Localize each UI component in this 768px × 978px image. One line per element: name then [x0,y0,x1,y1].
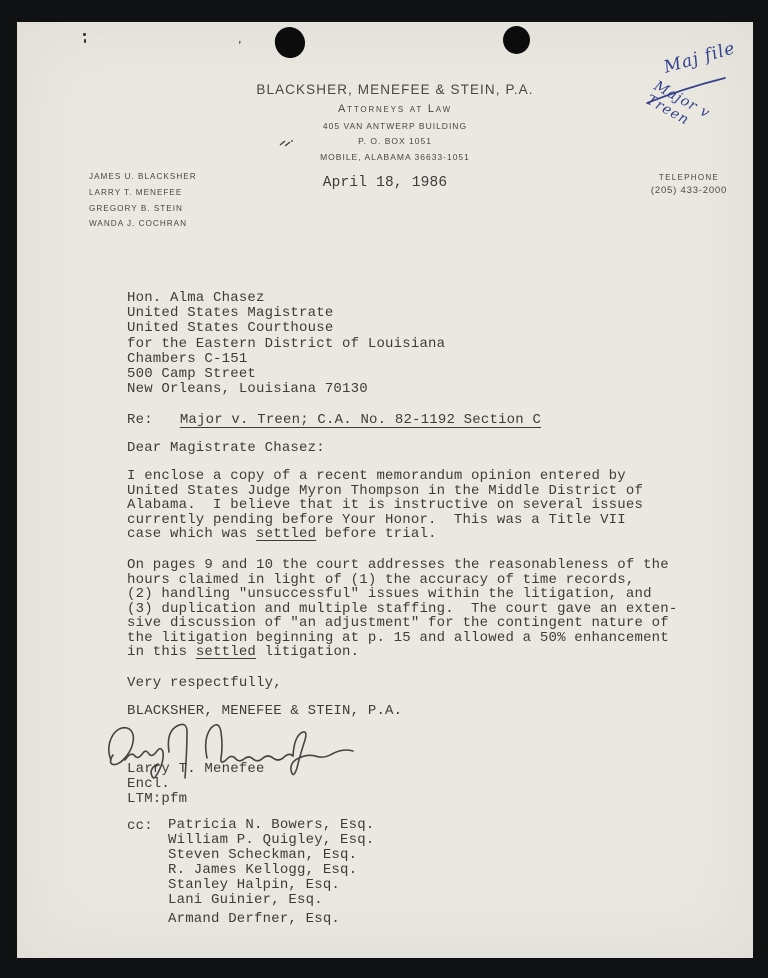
body-paragraph-2 [127,558,678,660]
re-subject: Major v. Treen; C.A. No. 82-1192 Section C [179,412,542,428]
punch-hole-right [503,26,530,54]
cc-block [127,818,374,927]
body-text-line: currently pending before Your Honor. This was a Title VII [127,511,626,528]
body-text-line: (2) handling "unsuccessful" issues within the litigation, and [127,586,652,602]
cc-recipient: Lani Guinier, Esq. [168,892,323,909]
typist-initials: LTM:pfm [127,791,188,807]
firm-signature-line: BLACKSHER, MENEFEE & STEIN, P.A. [127,703,403,719]
re-line [127,412,541,428]
stray-mark: ’ [237,37,242,54]
letterhead-firm-name: BLACKSHER, MENEFEE & STEIN, P.A. [256,82,534,97]
body-paragraph-1 [127,469,643,542]
recipient-address-line: United States Courthouse [127,320,334,337]
body-text-line: I enclose a copy of a recent memorandum opinion entered by [127,468,626,484]
letterhead-address-line: P. O. BOX 1051 [358,136,432,147]
cc-recipient: William P. Quigley, Esq. [168,832,375,849]
closing-line: Very respectfully, [127,675,282,691]
letterhead-tagline: Attorneys at Law [338,103,452,115]
recipient-address-line: New Orleans, Louisiana 70130 [127,381,368,398]
body-text-line: (3) duplication and multiple staffing. The court gave an exten- [127,600,678,617]
cc-recipient-list [168,818,374,927]
stray-mark [84,39,86,43]
scanned-letter-page [17,22,753,958]
salutation: Dear Magistrate Chasez: [127,440,325,456]
attorney-name: GREGORY B. STEIN [89,203,183,213]
telephone-label: TELEPHONE [658,173,720,182]
cc-label: cc: [127,818,153,834]
punch-hole-left [273,25,308,61]
body-text-line: case which was settled before trial. [127,526,437,543]
body-text-line: in this settled litigation. [127,644,360,660]
enclosure-note: Encl. [127,776,171,792]
cc-recipient: Steven Scheckman, Esq. [168,847,358,864]
recipient-address-block [127,291,445,397]
handwritten-annotation-line2: Major v Treen [643,78,713,129]
telephone-number: (205) 433-2000 [650,185,728,196]
recipient-address-line: Hon. Alma Chasez [127,290,265,306]
recipient-address-line: United States Magistrate [127,305,334,322]
cc-recipient: Patricia N. Bowers, Esq. [168,817,375,833]
signer-name: Larry T. Menefee [127,761,265,777]
attorney-name: WANDA J. COCHRAN [89,219,188,229]
cc-recipient: R. James Kellogg, Esq. [168,862,358,879]
recipient-address-line: Chambers C-151 [127,350,248,367]
letter-date: April 18, 1986 [322,175,448,191]
re-label: Re: [127,412,153,428]
recipient-address-line: for the Eastern District of Louisiana [127,335,446,352]
attorney-name: JAMES U. BLACKSHER [89,172,197,181]
cc-recipient: Armand Derfner, Esq. [168,910,341,927]
body-text-line: United States Judge Myron Thompson in the Middle District of [127,482,644,499]
handwritten-annotation-line1: Maj file [661,38,738,78]
body-text-line: Alabama. I believe that it is instructive on several issues [127,497,644,514]
body-text-line: On pages 9 and 10 the court addresses the reasonableness of the [127,557,669,573]
letterhead-address [37,119,753,165]
body-text-line: sive discussion of "an adjustment" for the contingent nature of [127,615,669,631]
letterhead-address-line: 405 VAN ANTWERP BUILDING [322,121,468,131]
recipient-address-line: 500 Camp Street [127,366,257,383]
stray-mark [83,33,86,36]
attorney-name: LARRY T. MENEFEE [89,187,183,197]
body-text-line: the litigation beginning at p. 15 and allowed a 50% enhancement [127,629,669,646]
letterhead-address-line: MOBILE, ALABAMA 36633-1051 [320,151,470,162]
body-text-line: hours claimed in light of (1) the accuracy of time records, [127,571,635,588]
cc-recipient: Stanley Halpin, Esq. [168,877,341,894]
